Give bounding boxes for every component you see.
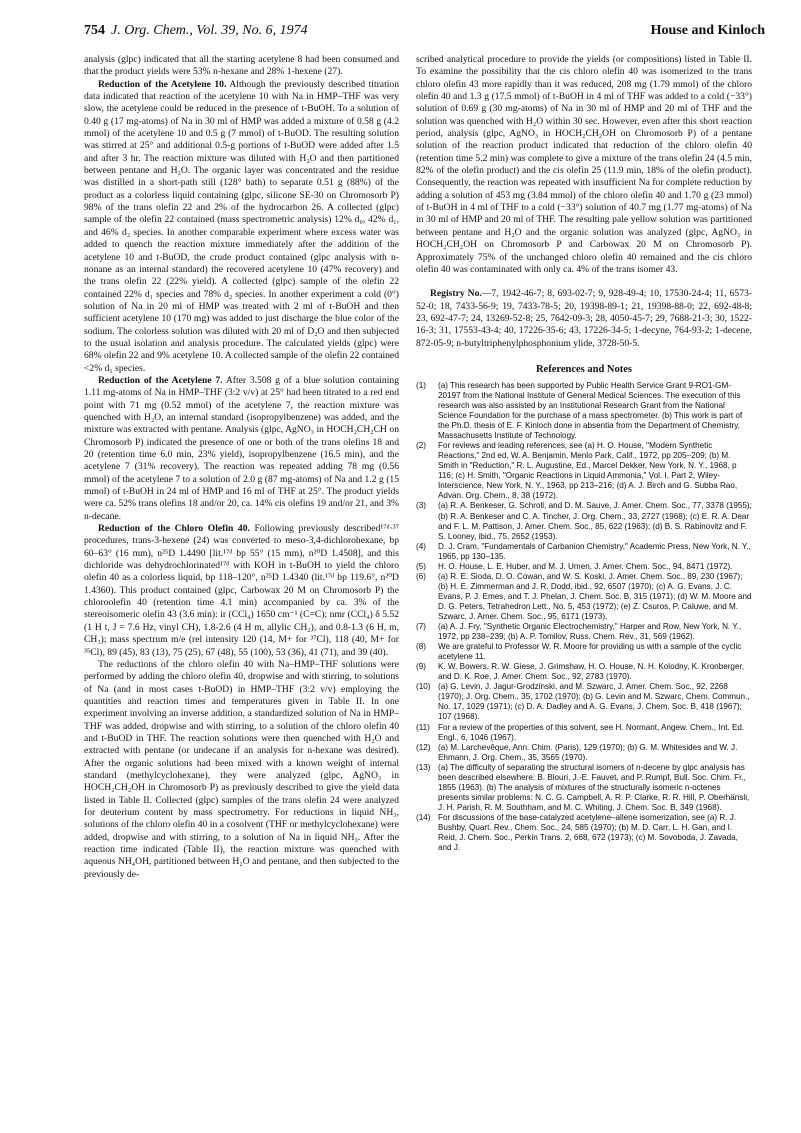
reference-item bbox=[416, 542, 752, 562]
references-list bbox=[416, 381, 752, 853]
reference-number: (14) bbox=[416, 812, 431, 822]
running-authors: House and Kinloch bbox=[650, 23, 765, 38]
references-heading: References and Notes bbox=[535, 363, 633, 375]
reference-number: (13) bbox=[416, 762, 431, 772]
section-reduction-acetylene-7 bbox=[84, 375, 399, 523]
reference-number: (2) bbox=[416, 441, 426, 451]
reference-text: (a) The difficulty of separating the structural isomers of n-decene by glpc analysis has been described elsewhere: B. Blouri, J.-E. Fauvet, and P. Rumpf, Bull. Soc. Chim. Fr., 1855 (1963). (b) The analysis of mixtures of the structurally isomeric n-octenes presents similar problems: N. C. G. Campbell, A. R. P. Clarke, R. R. Hill, P. Oberhänsli, J. H. Parish, R. M. Southham, and M. C. Whiting, J. Chem. Soc. B, 349 (1968). bbox=[438, 762, 750, 812]
reference-text: (a) This research has been supported by Public Health Service Grant 9-RO1-GM-20197 from the National Institute of General Medical Sciences. The execution of this research was also assisted by an Institutional Research Grant from the National Science Foundation for the purchase of a mass spectrometer. (b) This work is part of the Ph.D. thesis of E. F. Kinloch done in absentia from the Department of Chemistry, Massachusetts Institute of Technology. bbox=[438, 380, 743, 441]
reference-number: (4) bbox=[416, 541, 426, 551]
paragraph-text: After 3.508 g of a blue solution containing 1.11 mg-atoms of Na in HMP–THF (3:2 v/v) at 25° had been titrated to a red end point with 71 mg (0.52 mmol) of the acetylene 7, the reaction mixture was quenched with H₂O, an internal standard (isopropylbenzene) was added, and the mixture was extracted with pentane. Analysis (glpc, AgNO₃ in HOCH₂CH₂CH on Chromosorb P) indicated the presence of one or both of the trans olefins 18 and 20 (retention time 6.0 min, 23% yield), isopropylbenzene (16.5 min), and the acetylene 7 (31% recovery). The reaction was repeated adding 78 mg (0.56 mmol) of the acetylene 7 to a solution of 2.0 g (87 mg-atoms) of Na and 1.2 g (15 mmol) of t-BuOH in 24 ml of HMP and 16 ml of THF at 25°. The product yields were ca. 52% trans olefins 18 and/or 20, ca. 14% cis olefins 19 and/or 21, and 3% n-decane. bbox=[84, 374, 399, 522]
reference-number: (5) bbox=[416, 561, 426, 571]
reference-item bbox=[416, 572, 752, 622]
run-in-heading: Reduction of the Acetylene 10. bbox=[98, 78, 227, 90]
reference-text: For reviews and leading references, see (a) H. O. House, "Modern Synthetic Reactions," 2nd ed, W. A. Benjamin, Menlo Park, Calif., 1972, pp 205–209; (b) M. Smith in "Reduction," R. L. Augustine, Ed., Marcel Dekker, New York, N. Y., 1968, p 116; (c) H. Smith, "Organic Reactions in Liquid Ammonia," Vol. I, Part 2, Wiley-Interscience, New York, N. Y., 1963, pp 213–216; (d) A. J. Birch and G. Subba Rao, Advan. Org. Chem., 8, 38 (1972). bbox=[438, 441, 738, 501]
reference-item bbox=[416, 501, 752, 541]
reference-item bbox=[416, 562, 752, 572]
reference-number: (7) bbox=[416, 622, 426, 632]
reference-number: (6) bbox=[416, 571, 426, 581]
page-header bbox=[84, 20, 765, 42]
run-in-heading: Reduction of the Chloro Olefin 40. bbox=[98, 523, 250, 535]
reference-number: (12) bbox=[416, 742, 431, 752]
page-number: 754 bbox=[84, 23, 105, 38]
reference-item bbox=[416, 813, 752, 853]
run-in-heading: Reduction of the Acetylene 7. bbox=[98, 374, 223, 386]
reference-text: (a) M. Larchevêque, Ann. Chim. (Paris), 129 (1970); (b) G. M. Whitesides and W. J. Ehmann, J. Org. Chem., 35, 3565 (1970). bbox=[438, 742, 738, 762]
reference-text: (a) R. A. Benkeser, G. Schroll, and D. M. Sauve, J. Amer. Chem. Soc., 77, 3378 (1955); (b) R. A. Benkeser and C. A. Tincher, J. Org. Chem., 33, 2727 (1968); (c) E. R. A. Dear and F. L. M. Pattison, J. Amer. Chem. Soc., 85, 622 (1963); (d) B. S. Rabinovitz and F. S. Looney, ibid., 75, 2652 (1953). bbox=[438, 501, 752, 541]
reference-item bbox=[416, 662, 752, 682]
reference-text: We are grateful to Professor W. R. Moore for providing us with a sample of the cyclic acetylene 11. bbox=[438, 642, 742, 662]
reference-item bbox=[416, 743, 752, 763]
reference-text: D. J. Cram, "Fundamentals of Carbanion Chemistry," Academic Press, New York, N. Y., 1965, pp 130–135. bbox=[438, 541, 751, 561]
reference-text: For a review of the properties of this solvent, see H. Normant, Angew. Chem., Int. Ed. Engl., 6, 1046 (1967). bbox=[438, 722, 745, 742]
reference-item bbox=[416, 622, 752, 642]
paragraph-text: Following previously described¹⁷ᵈ·³⁷ procedures, trans-3-hexene (24) was converted to meso-3,4-dichlorohexane, bp 60–63° (16 mm), n²⁵D 1.4490 [lit.¹⁷ᵈ bp 55° (15 mm), n²⁰D 1.4508], and this dichloride was dehydrochlorinated¹⁷ᵈ with KOH in t-BuOH to yield the chloro olefin 40 as a colorless liquid, bp 118–120°, n²⁵D 1.4340 (lit.¹⁷ᵈ bp 119.6°, n²⁰D 1.4360). This product contained (glpc, Carbowax 20 M on Chromosorb P) the chloroolefin 40 (retention time 4.1 min) accompanied by ca. 3% of the stereoisomeric olefin 43 (3.6 min): ir (CCl₄) 1650 cm⁻¹ (C=C); nmr (CCl₄) δ 5.52 (1 H t, J = 7.6 Hz, vinyl CH), 1.8-2.6 (4 H m, allylic CH₂), and 0.8-1.3 (6 H, m, CH₃); mass spectrum m/e (rel intensity 120 (14, M+ for ³⁷Cl), 118 (40, M+ for ³⁵Cl), 89 (45), 83 (13), 75 (25), 67 (48), 55 (100), 53 (36), 41 (71), and 39 (40). bbox=[84, 523, 399, 658]
section-reduction-chloro-olefin-40 bbox=[84, 523, 399, 659]
reference-text: (a) G. Levin, J. Jagur-Grodzinski, and M. Szwarc, J. Amer. Chem. Soc., 92, 2268 (1970); J. Org. Chem., 35, 1702 (1970); (b) G. Levin and M. Szwarc, Chem. Commun., No. 17, 1029 (1971); (c) D. A. Dadley and A. G. Evans, J. Chem. Soc. B, 418 (1967); 107 (1968). bbox=[438, 682, 750, 722]
paragraph-continuation: scribed analytical procedure to provide the yields (or compositions) listed in Table II. To examine the possibility that the cis chloro olefin 40 was isomerized to the trans chloro olefin 43 more rapidly than it was reduced, 208 mg (1.79 mmol) of the chloro olefin 40 and 1.3 g (17.5 mmol) of t-BuOH in 4 ml of THF was added to a cold (−33°) solution of 0.69 g (30 mg-atoms) of Na in 30 ml of HMP and 20 ml of THF and the solution was quenched with H₂O within 30 sec. However, even after this short reaction period, analysis (glpc, AgNO₃ in HOCH₂CH₂OH on Chromosorb P) of a pentane solution of the reaction product indicated that reduction of the chloro olefin 40 (retention time 5.2 min) was complete to give a mixture of the trans olefin 24 (4.5 min, 82% of the olefin product) and the cis olefin 25 (11.9 min, 18% of the olefin product). Consequently, the reaction was repeated with insufficient Na for complete reduction by adding a solution of 453 mg (3.84 mmol) of the chloro olefin 40 and 1.70 g (23 mmol) of t-BuOH in 4 ml of THF to a cold (−33°) solution of 40.7 mg (1.77 mg-atoms) of Na in 30 ml of HMP and 20 ml of THF. The resulting pale yellow solution was partitioned between pentane and H₂O and the organic solution was analyzed (glpc, AgNO₃ in HOCH₂CH₂OH on Chromosorb P and Carbowax 20 M on Chromosorb P). Approximately 75% of the unchanged chloro olefin 40 remained and the cis chloro olefin 40 was contaminated with only ca. 4% of the trans isomer 43. bbox=[416, 54, 752, 275]
section-reduction-acetylene-10 bbox=[84, 79, 399, 375]
reference-item bbox=[416, 381, 752, 441]
reference-item bbox=[416, 642, 752, 662]
reference-text: For discussions of the base-catalyzed acetylene–allene isomerization, see (a) R. J. Bushby, Quart. Rev., Chem. Soc., 24, 585 (1970); (b) M. D. Carr, L. H. Gan, and I. Reid, J. Chem. Soc., Perkin Trans. 2, 668, 672 (1973); (c) M. Sovoboda, J. Zavada, and J. bbox=[438, 812, 738, 853]
paragraph-continuation: analysis (glpc) indicated that all the starting acetylene 8 had been consumed and that the product yields were 53% n-hexane and 28% 1-hexene (27). bbox=[84, 54, 399, 78]
reference-number: (11) bbox=[416, 722, 430, 732]
left-column bbox=[84, 54, 399, 881]
reference-text: (a) R. E. Sioda, D. O. Cowan, and W. S. Koski, J. Amer. Chem. Soc., 89, 230 (1967); (b) H. E. Zimmerman and J. R. Dodd, ibid., 92, 6507 (1970); (c) A. G. Evans, J. C. Evans, P. J. Emes, and T. J. Phelan, J. Chem. Soc. B, 315 (1971); (d) W. M. Moore and D. G. Peters, Tetrahedron Lett., No. 5, 453 (1972); (e) Z. Csuros, P. Caluwe, and M. Szwarc, J. Amer. Chem. Soc., 95, 6171 (1973). bbox=[438, 571, 752, 621]
paragraph-reductions: The reductions of the chloro olefin 40 with Na–HMP–THF solutions were performed by adding the chloro olefin 40, dropwise and with stirring, to solutions of Na (and in most cases t-BuOD) in HMP–THF (3:2 v/v) employing the quantities and reaction times and temperatures given in Table II. In one experiment involving an inverse addition, a standardized solution of Na in HMP–THF was added, dropwise and with stirring, to a solution of the chloro olefin 40 and t-BuOD in THF. The reaction solutions were then quenched with H₂O and extracted with pentane (or undecane if an analysis for n-hexane was desired). After the organic solutions had been mixed with a known weight of internal standard (methylcyclohexane), they were analyzed (glpc, AgNO₃ in HOCH₂CH₂OH in Chromosorb P) as previously described to give the yield data listed in Table II. Collected (glpc) samples of the trans olefin 24 were analyzed for deuterium content by mass spectrometry. For reductions in liquid NH₃, solutions of the chloro olefin 40 in a cosolvent (THF or methylcyclohexane) were added, dropwise and with stirring, to a solution of Na in liquid NH₃. After the reaction time indicated (Table II), the reaction mixture was quenched with aqueous NH₄OH, partitioned between H₂O and pentane, and then subjected to the previously de- bbox=[84, 658, 399, 880]
reference-number: (3) bbox=[416, 501, 426, 511]
reference-text: H. O. House, L. E. Huber, and M. J. Umen, J. Amer. Chem. Soc., 94, 8471 (1972). bbox=[438, 561, 733, 571]
journal-citation: J. Org. Chem., Vol. 39, No. 6, 1974 bbox=[111, 23, 308, 38]
header-left bbox=[84, 20, 308, 42]
reference-number: (1) bbox=[416, 380, 426, 390]
registry-numbers bbox=[416, 288, 752, 350]
reference-number: (10) bbox=[416, 682, 431, 692]
reference-text: K. W. Bowers, R. W. Giese, J. Grimshaw, H. O. House, N. H. Kolodny, K. Kronberger, and D. K. Roe, J. Amer. Chem. Soc., 92, 2783 (1970). bbox=[438, 662, 744, 682]
reference-item bbox=[416, 682, 752, 722]
paragraph-text: Although the previously described titration data indicated that reaction of the acetylene 10 with Na in HMP–THF was very slow, the acetylene could be reduced in the presence of t-BuOH. To a solution of 0.40 g (17 mg-atoms) of Na in 30 ml of HMP was added a mixture of 0.58 g (4.2 mmol) of the acetylene 10 and 0.5 g (7 mmol) of t-BuOD. The resulting solution was stirred at 25° and additional 0.5-g portions of t-BuOD were added after 1.5 and after 3 hr. The reaction mixture was diluted with H₂O and then partitioned between pentane and H₂O. The organic layer was concentrated and the residue was distilled in a short-path still (128° bath) to separate 0.51 g (88%) of the product as a colorless liquid containing (glpc, silicone SE-30 on Chromosorb P) 98% of the trans olefin 22 and 2% of the hydrocarbon 26. A collected (glpc) sample of the olefin 22 contained (mass spectrometric analysis) 12% d₀, 42% d₁, and 46% d₂ species. In another comparable experiment where excess water was added to quench the reaction mixture immediately after the addition of the acetylene 10 and t-BuOD, the crude product contained (glpc analysis with n-nonane as an internal standard) the recovered acetylene 10 (47% recovery) and the trans olefin 22 (22% yield). A collected (glpc) sample of the olefin 22 contained 22% d₁ species and 78% d₂ species. In another experiment a cold (0°) solution of Na in 20 ml of HMP was treated with 2 ml of t-BuOH and then sufficient acetylene 10 (170 mg) was added to just discharge the blue color of the sodium. The colorless solution was diluted with 20 ml of D₂O and then subjected to the usual isolation and analysis procedure. The calculated yields (glpc) were 68% olefin 22 and 9% acetylene 10. A collected sample of the olefin 22 contained <2% d₁ species. bbox=[84, 78, 399, 374]
reference-number: (9) bbox=[416, 662, 426, 672]
reference-item bbox=[416, 723, 752, 743]
reference-item bbox=[416, 763, 752, 813]
reference-text: (a) A. J. Fry, "Synthetic Organic Electrochemistry," Harper and Row, New York, N. Y., 1972, pp 238–239; (b) A. P. Tomilov, Russ. Chem. Rev., 31, 569 (1962). bbox=[438, 622, 742, 642]
registry-heading: Registry No. bbox=[430, 288, 482, 300]
reference-item bbox=[416, 441, 752, 501]
right-column bbox=[416, 54, 752, 853]
reference-number: (8) bbox=[416, 642, 426, 652]
registry-text: —7, 1942-46-7; 8, 693-02-7; 9, 928-49-4; 10, 17530-24-4; 11, 6573-52-0; 18, 7433-56-9; 19, 7433-78-5; 20, 19398-89-1; 21, 19398-88-0; 22, 692-48-8; 23, 692-47-7; 24, 13269-52-8; 25, 7642-09-3; 28, 4050-45-7; 29, 7688-21-3; 30, 1522-16-3; 31, 17553-43-4; 40, 17226-35-6; 43, 17226-34-5; 1-decyne, 764-93-2; 1-decene, 872-05-9; n-butyltriphenylphosphonium ylide, 3728-50-5. bbox=[416, 288, 753, 349]
